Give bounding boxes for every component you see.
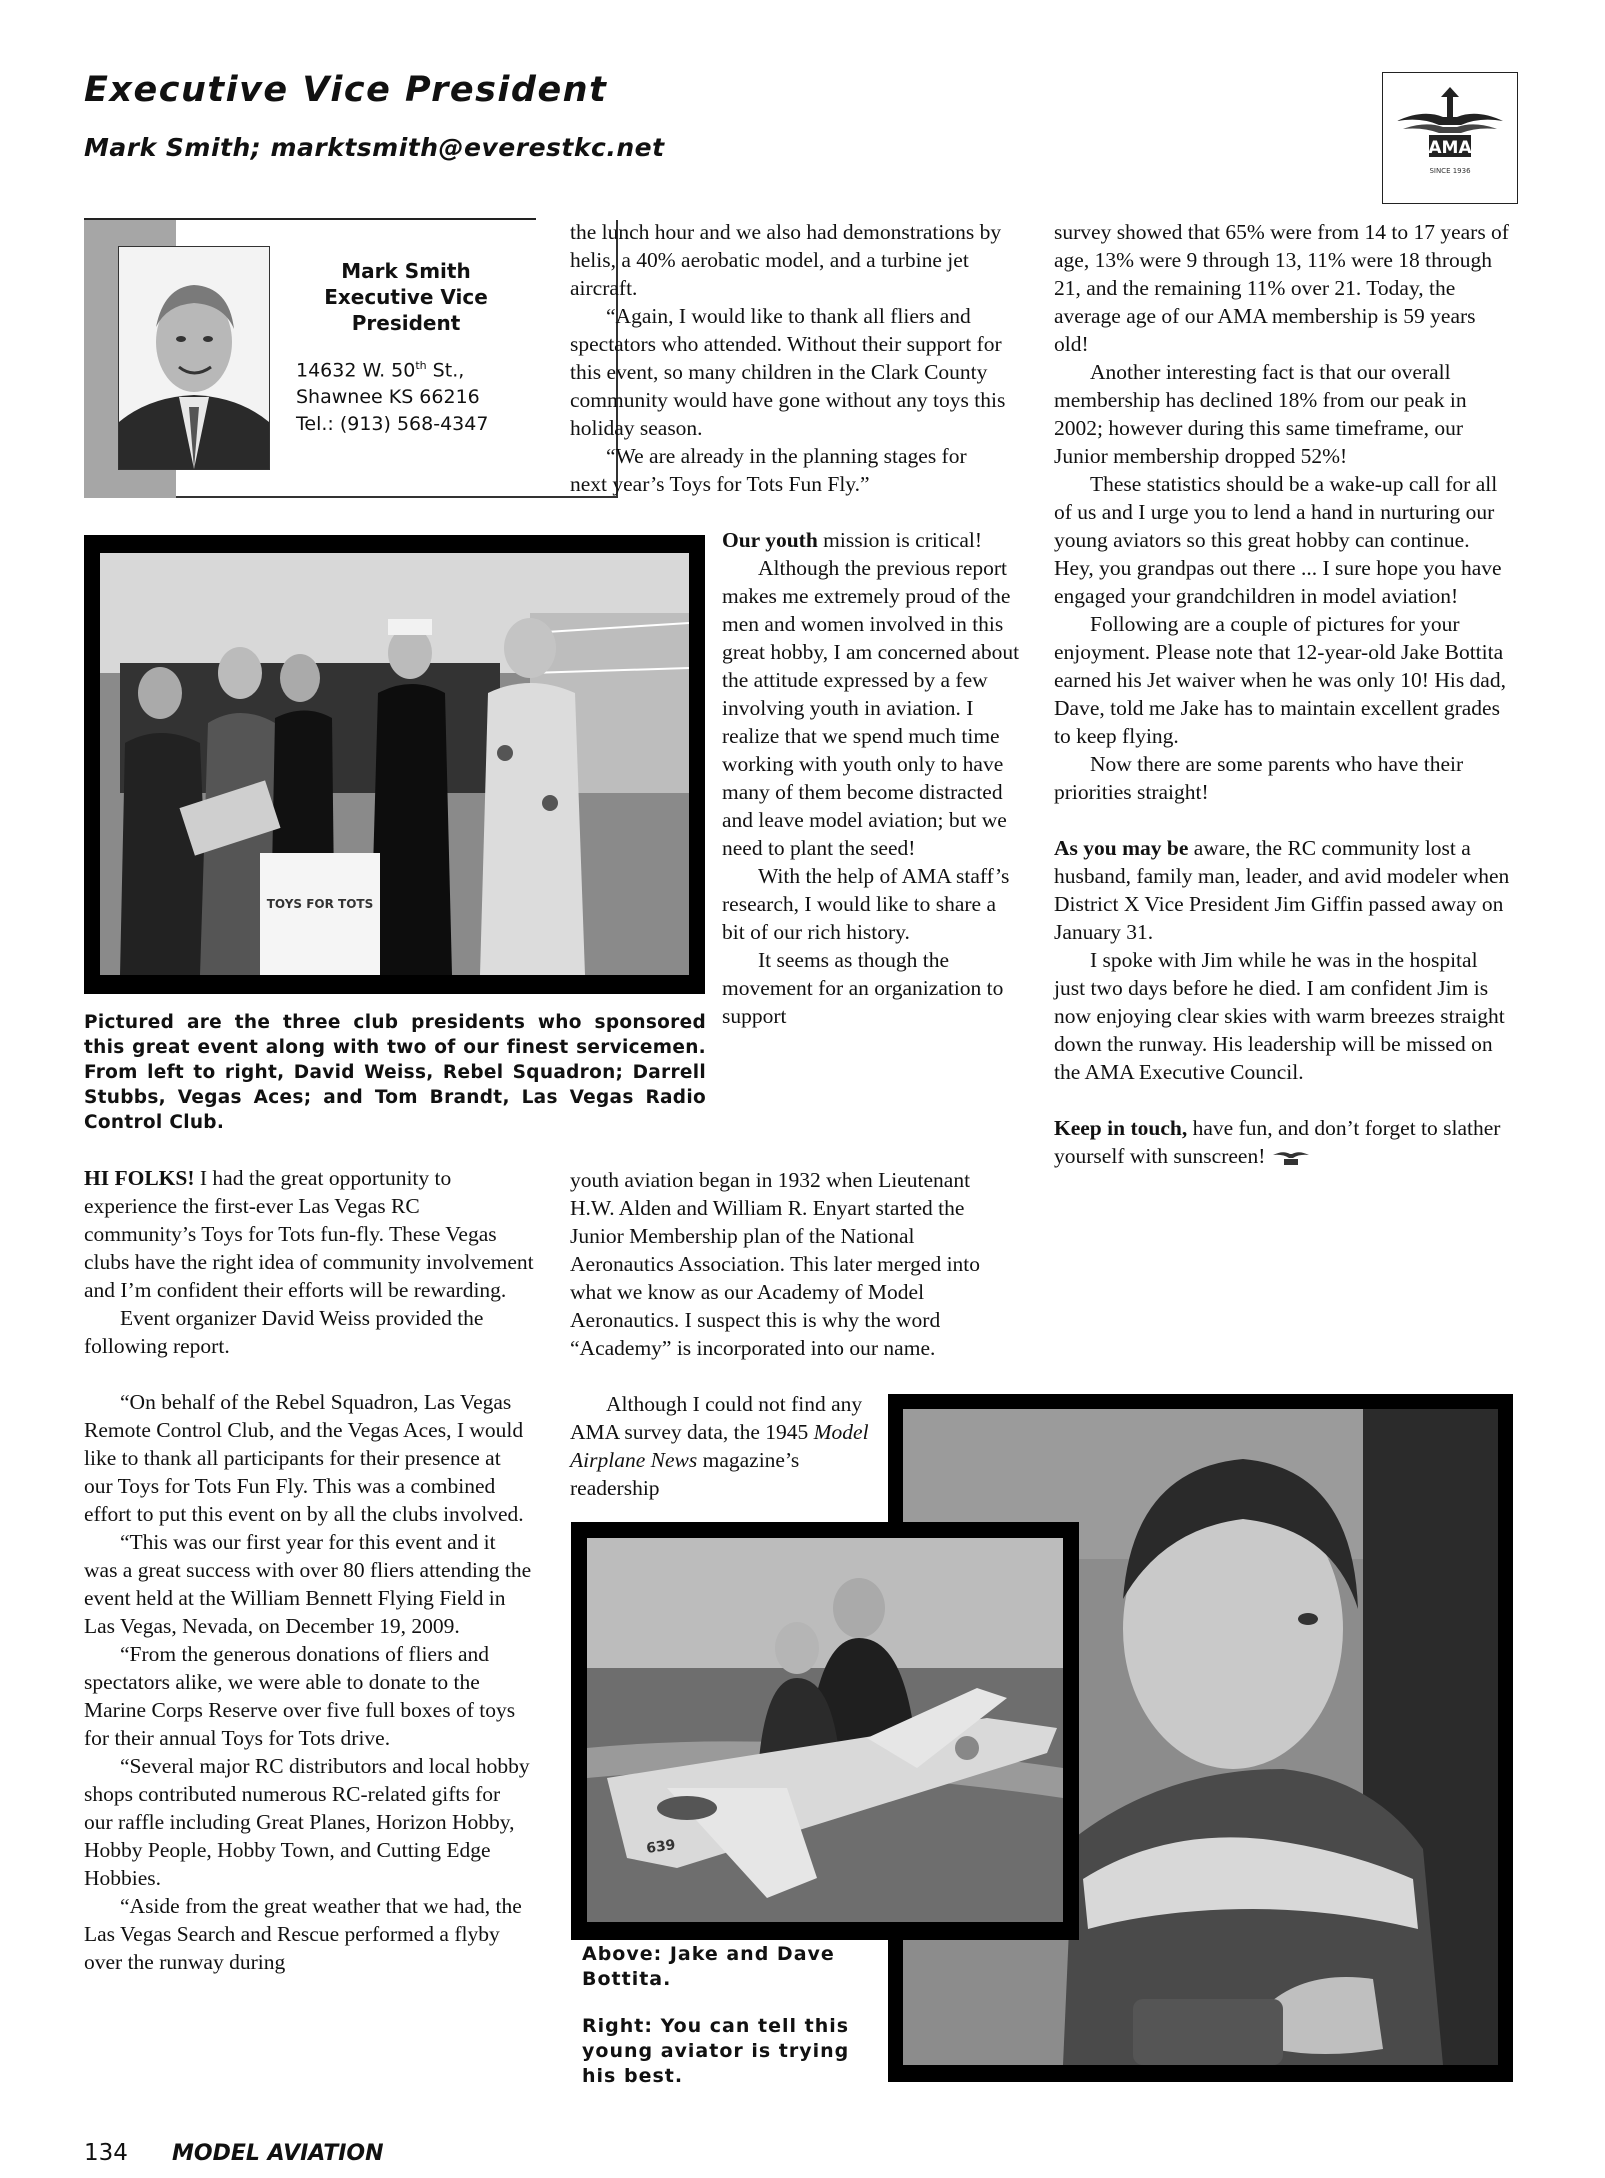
contact-title-line: President xyxy=(351,311,461,335)
article-column-1 xyxy=(84,1164,534,1976)
article-column-2-lower xyxy=(570,1166,1018,1362)
ama-end-mark-icon xyxy=(1271,1149,1311,1167)
svg-text:TOYS FOR TOTS: TOYS FOR TOTS xyxy=(266,897,374,911)
article-column-2-narrow xyxy=(722,526,1024,1030)
paragraph: Our youth mission is critical! xyxy=(722,528,983,552)
contact-title-line: Executive Vice xyxy=(324,285,488,309)
paragraph: “Aside from the great weather that we had, the Las Vegas Search and Rescue performed a flyby over the runway during xyxy=(84,1894,522,1974)
paragraph: With the help of AMA staff’s research, I would like to share a bit of our rich history. xyxy=(722,864,1010,944)
article-column-2-top xyxy=(570,218,1008,498)
paragraph: Although I could not find any AMA survey data, the 1945 Model Airplane News magazine’s readership xyxy=(570,1392,869,1500)
paragraph: It seems as though the movement for an organization to support xyxy=(722,948,1004,1028)
paragraph: “Several major RC distributors and local hobby shops contributed numerous RC-related gifts for our raffle including Great Planes, Horizon Hobby, Hobby People, Hobby Town, and Cutting Edge Hobbies. xyxy=(84,1754,530,1890)
page-number: 134 xyxy=(84,2140,128,2166)
paragraph: survey showed that 65% were from 14 to 17 years of age, 13% were 9 through 13, 11% were 18 through 21, and the remaining 11% over 21. Today, the average age of our AMA membership is 59 years old! xyxy=(1054,220,1509,356)
photo-caption: Pictured are the three club presidents who sponsored this great event along with two of our finest servicemen. From left to right, David Weiss, Rebel Squadron; Darrell Stubbs, Vegas Aces; and Tom Brandt, Las Vegas Radio Control Club. xyxy=(84,1012,706,1133)
contact-name-line: Mark Smith xyxy=(341,259,471,283)
photo-caption-lower xyxy=(582,1942,874,2089)
svg-text:639: 639 xyxy=(645,1837,677,1857)
magazine-name: MODEL AVIATION xyxy=(172,2141,384,2166)
page-title: Executive Vice President xyxy=(84,70,608,110)
contact-address xyxy=(296,352,488,438)
paragraph: Although the previous report makes me extremely proud of the men and women involved in this great hobby, I am concerned about the attitude expressed by a few involving youth in aviation. I realize that we spend much time working with youth only to have many of them become distracted and leave model aviation; but we need to plant the seed! xyxy=(722,556,1020,860)
paragraph: HI FOLKS! I had the great opportunity to experience the first-ever Las Vegas RC community’s Toys for Tots fun-fly. These Vegas clubs have the right idea of community involvement and I’m confident their efforts will be rewarding. xyxy=(84,1166,534,1302)
svg-text:AMA: AMA xyxy=(1428,138,1472,158)
ama-logo xyxy=(1382,72,1518,204)
caption-right: Right: You can tell this young aviator is trying his best. xyxy=(582,2015,850,2087)
paragraph: the lunch hour and we also had demonstrations by helis, a 40% aerobatic model, and a turbine jet aircraft. xyxy=(570,220,1002,300)
paragraph: Following are a couple of pictures for your enjoyment. Please note that 12-year-old Jake Bottita earned his Jet waiver when he was only 10! His dad, Dave, told me Jake has to maintain excellent grades to keep flying. xyxy=(1054,612,1506,748)
photo-club-presidents xyxy=(84,535,705,994)
paragraph: Keep in touch, have fun, and don’t forget to slather yourself with sunscreen! xyxy=(1054,1116,1501,1168)
ama-wings-icon xyxy=(1383,73,1517,203)
paragraph: I spoke with Jim while he was in the hospital just two days before he died. I am confident Jim is now enjoying clear skies with warm breezes straight down the runway. His leadership will be missed on the AMA Executive Council. xyxy=(1054,948,1505,1084)
contact-street: 14632 W. 50th St., xyxy=(296,359,465,382)
contact-phone: Tel.: (913) 568-4347 xyxy=(296,413,489,436)
paragraph: Another interesting fact is that our overall membership has declined 18% from our peak in 2002; however during this same timeframe, our Junior membership dropped 52%! xyxy=(1054,360,1467,468)
paragraph: As you may be aware, the RC community lost a husband, family man, leader, and avid modeler when District X Vice President Jim Giffin passed away on January 31. xyxy=(1054,836,1510,944)
svg-text:SINCE 1936: SINCE 1936 xyxy=(1429,167,1471,175)
paragraph: “From the generous donations of fliers and spectators alike, we were able to donate to the Marine Corps Reserve over five full boxes of toys for their annual Toys for Tots drive. xyxy=(84,1642,516,1750)
photo-jake-and-dave xyxy=(571,1522,1079,1940)
paragraph: “On behalf of the Rebel Squadron, Las Vegas Remote Control Club, and the Vegas Aces, I would like to thank all participants for their presence at our Toys for Tots Fun Fly. This was a combined effort to put this event on by all the clubs involved. xyxy=(84,1390,524,1526)
author-byline: Mark Smith; marktsmith@everestkc.net xyxy=(84,133,665,162)
paragraph: youth aviation began in 1932 when Lieutenant H.W. Alden and William R. Enyart started the Junior Membership plan of the National Aeronautics Association. This later merged into what we know as our Academy of Model Aeronautics. I suspect this is why the word “Academy” is incorporated into our name. xyxy=(570,1168,981,1360)
paragraph: “We are already in the planning stages for next year’s Toys for Tots Fun Fly.” xyxy=(570,444,967,496)
contact-city: Shawnee KS 66216 xyxy=(296,386,480,409)
paragraph: Now there are some parents who have their priorities straight! xyxy=(1054,752,1464,804)
paragraph: “Again, I would like to thank all fliers and spectators who attended. Without their support for this event, so many children in the Clark County community would have gone without any toys this holiday season. xyxy=(570,304,1006,440)
paragraph: Event organizer David Weiss provided the following report. xyxy=(84,1306,484,1358)
article-column-2-lower-narrow xyxy=(570,1390,870,1502)
author-portrait xyxy=(118,246,270,470)
article-column-3 xyxy=(1054,218,1512,1170)
paragraph: These statistics should be a wake-up call for all of us and I urge you to lend a hand in nurturing our young aviators so this great hobby can continue. Hey, you grandpas out there ... I sure hope you have engaged your grandchildren in model aviation! xyxy=(1054,472,1502,608)
contact-name xyxy=(286,258,526,336)
caption-above: Above: Jake and Dave Bottita. xyxy=(582,1943,835,1990)
paragraph: “This was our first year for this event and it was a great success with over 80 fliers attending the event held at the William Bennett Flying Field in Las Vegas, Nevada, on December 19, 2009. xyxy=(84,1530,532,1638)
